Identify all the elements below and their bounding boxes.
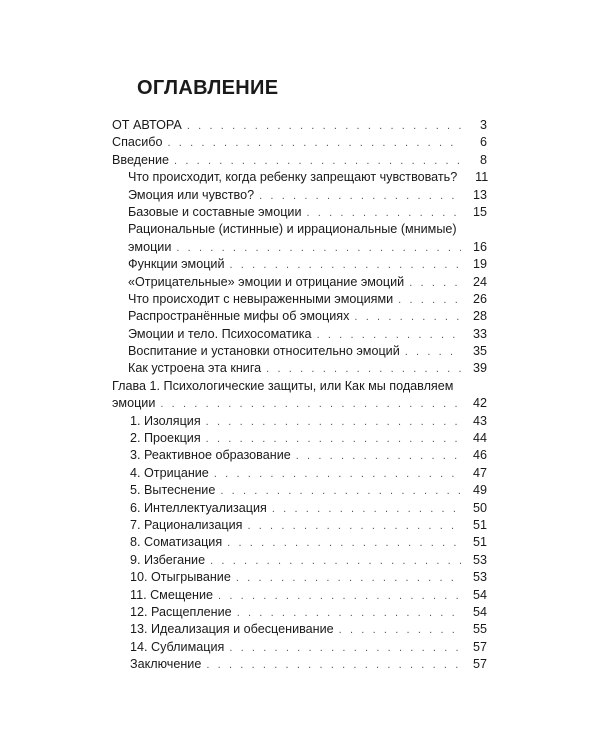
toc-entry-title: Эмоции и тело. Психосоматика: [128, 326, 312, 341]
dot-leader: [210, 553, 461, 570]
toc-entry-page-number: 16: [472, 239, 487, 254]
toc-entry-title: 1. Изоляция: [130, 413, 201, 428]
toc-entry: [112, 500, 487, 517]
toc-entry: [112, 308, 487, 325]
toc-entry: [112, 326, 487, 343]
dot-leader: [227, 535, 461, 552]
toc-entry: [112, 482, 487, 499]
toc-entry-title: 14. Сублимация: [130, 639, 225, 654]
toc-entry-page-number: 44: [472, 431, 487, 446]
toc-entry-line: [112, 378, 487, 395]
toc-entry-page-number: 11: [475, 170, 489, 185]
toc-entry-page-number: 54: [472, 587, 487, 602]
dot-leader: [272, 501, 461, 518]
dot-leader: [306, 205, 461, 222]
toc-entry: [112, 413, 487, 430]
toc-entry: [112, 465, 487, 482]
toc-entry: [112, 552, 487, 569]
toc-entry-title: 7. Рационализация: [130, 517, 243, 532]
dot-leader: [160, 396, 461, 413]
toc-entry-page-number: 46: [472, 448, 487, 463]
toc-entry: [112, 187, 487, 204]
toc-entry: [112, 117, 487, 134]
toc-entry-title-line1: Глава 1. Психологические защиты, или Как мы подавляем: [112, 378, 454, 393]
dot-leader: [206, 414, 461, 431]
toc-entry-title: ОТ АВТОРА: [112, 118, 182, 132]
toc-entry-title: Распространённые мифы об эмоциях: [128, 309, 350, 324]
dot-leader: [206, 657, 461, 674]
toc-entry-title: «Отрицательные» эмоции и отрицание эмоций: [128, 274, 405, 289]
dot-leader: [236, 570, 461, 587]
page-title: ОГЛАВЛЕНИЕ: [137, 77, 279, 99]
toc-entry-title: Функции эмоций: [128, 257, 225, 272]
toc-entry-page-number: 57: [472, 639, 487, 654]
dot-leader: [296, 448, 461, 465]
toc-entry-page-number: 53: [472, 570, 487, 585]
toc-entry-page-number: 19: [472, 257, 487, 272]
dot-leader: [187, 118, 461, 135]
toc-entry-title: 12. Расщепление: [130, 604, 232, 619]
toc-entry-title: эмоции: [112, 396, 156, 411]
toc-entry-title: 2. Проекция: [130, 431, 201, 446]
toc-entry-page-number: 50: [472, 500, 487, 515]
toc-entry-title-line1: Рациональные (истинные) и иррациональные (мнимые): [128, 222, 457, 237]
toc-entry-page-number: 26: [472, 291, 487, 306]
toc-entry-page-number: 51: [472, 517, 487, 532]
toc-entry: [112, 256, 487, 273]
toc-entry: [112, 587, 487, 604]
toc-entry-title: эмоции: [128, 239, 172, 254]
toc-entry-page-number: 8: [479, 152, 487, 167]
toc-entry-page-number: 35: [472, 344, 487, 359]
toc-entry: [112, 656, 487, 673]
toc-entry-title: 4. Отрицание: [130, 465, 209, 480]
toc-entry-page-number: 42: [472, 396, 487, 411]
toc-entry: [112, 430, 487, 447]
toc-entry-title: 5. Вытеснение: [130, 483, 216, 498]
toc-entry: [112, 604, 487, 621]
toc-entry-page-number: 28: [472, 309, 487, 324]
toc-entry-title: 13. Идеализация и обесценивание: [130, 622, 334, 637]
toc-entry-page-number: 57: [472, 657, 487, 672]
toc-entry: [112, 291, 487, 308]
toc-entry-page-number: 54: [472, 604, 487, 619]
toc-entry: [112, 152, 487, 169]
dot-leader: [247, 518, 461, 535]
toc-entry-title: Эмоция или чувство?: [128, 187, 255, 202]
dot-leader: [220, 483, 461, 500]
toc-entry-page-number: 47: [472, 465, 487, 480]
toc-entry-page-number: 3: [479, 118, 487, 132]
dot-leader: [218, 588, 461, 605]
dot-leader: [230, 257, 462, 274]
toc-entry-title: 11. Смещение: [130, 587, 214, 602]
toc-entry: [112, 169, 487, 186]
dot-leader: [266, 361, 461, 378]
toc-entry-title: 3. Реактивное образование: [130, 448, 291, 463]
dot-leader: [214, 466, 461, 483]
toc-entry: [112, 204, 487, 221]
toc-entry: [112, 134, 487, 151]
toc-entry: [112, 447, 487, 464]
toc-entry-page-number: 15: [472, 204, 487, 219]
dot-leader: [176, 240, 461, 257]
dot-leader: [317, 327, 461, 344]
toc-entry: [112, 534, 487, 551]
toc-entry: [112, 343, 487, 360]
toc-entry-title: 9. Избегание: [130, 552, 206, 567]
toc-entry-page-number: 24: [472, 274, 487, 289]
toc-entry-line: [112, 221, 487, 238]
toc-entry-title: Базовые и составные эмоции: [128, 204, 302, 219]
toc-entry: [112, 621, 487, 638]
toc-entry-page-number: 49: [472, 483, 487, 498]
toc-entry-page-number: 43: [472, 413, 487, 428]
toc-entry-title: Заключение: [130, 657, 202, 672]
toc-entry-page-number: 55: [472, 622, 487, 637]
toc-entry-title: 10. Отыгрывание: [130, 570, 231, 585]
toc-entry-title: Спасибо: [112, 135, 163, 150]
dot-leader: [354, 309, 461, 326]
dot-leader: [237, 605, 461, 622]
dot-leader: [398, 292, 461, 309]
toc-entry-title: Воспитание и установки относительно эмоций: [128, 344, 400, 359]
toc-entry-title: Что происходит с невыраженными эмоциями: [128, 291, 394, 306]
toc-entry-title: Введение: [112, 152, 170, 167]
toc-list: [112, 117, 487, 674]
toc-entry-page-number: 39: [472, 361, 487, 376]
toc-entry: [112, 360, 487, 377]
dot-leader: [174, 153, 461, 170]
toc-entry-title: Как устроена эта книга: [128, 361, 262, 376]
toc-entry: [112, 239, 487, 256]
toc-entry-page-number: 6: [479, 135, 487, 150]
toc-entry: [112, 274, 487, 291]
toc-entry-title: Что происходит, когда ребенку запрещают чувствовать?: [128, 170, 458, 185]
dot-leader: [167, 135, 461, 152]
toc-entry: [112, 639, 487, 656]
dot-leader: [339, 622, 461, 639]
dot-leader: [409, 275, 461, 292]
toc-entry-title: 8. Соматизация: [130, 535, 223, 550]
toc-entry-page-number: 13: [472, 187, 487, 202]
dot-leader: [405, 344, 461, 361]
toc-entry-page-number: 33: [472, 326, 487, 341]
toc-entry-page-number: 53: [472, 552, 487, 567]
toc-entry: [112, 569, 487, 586]
toc-entry-page-number: 51: [472, 535, 487, 550]
toc-entry: [112, 517, 487, 534]
dot-leader: [206, 431, 461, 448]
dot-leader: [229, 640, 461, 657]
dot-leader: [259, 188, 461, 205]
toc-entry-title: 6. Интеллектуализация: [130, 500, 267, 515]
toc-entry: [112, 395, 487, 412]
